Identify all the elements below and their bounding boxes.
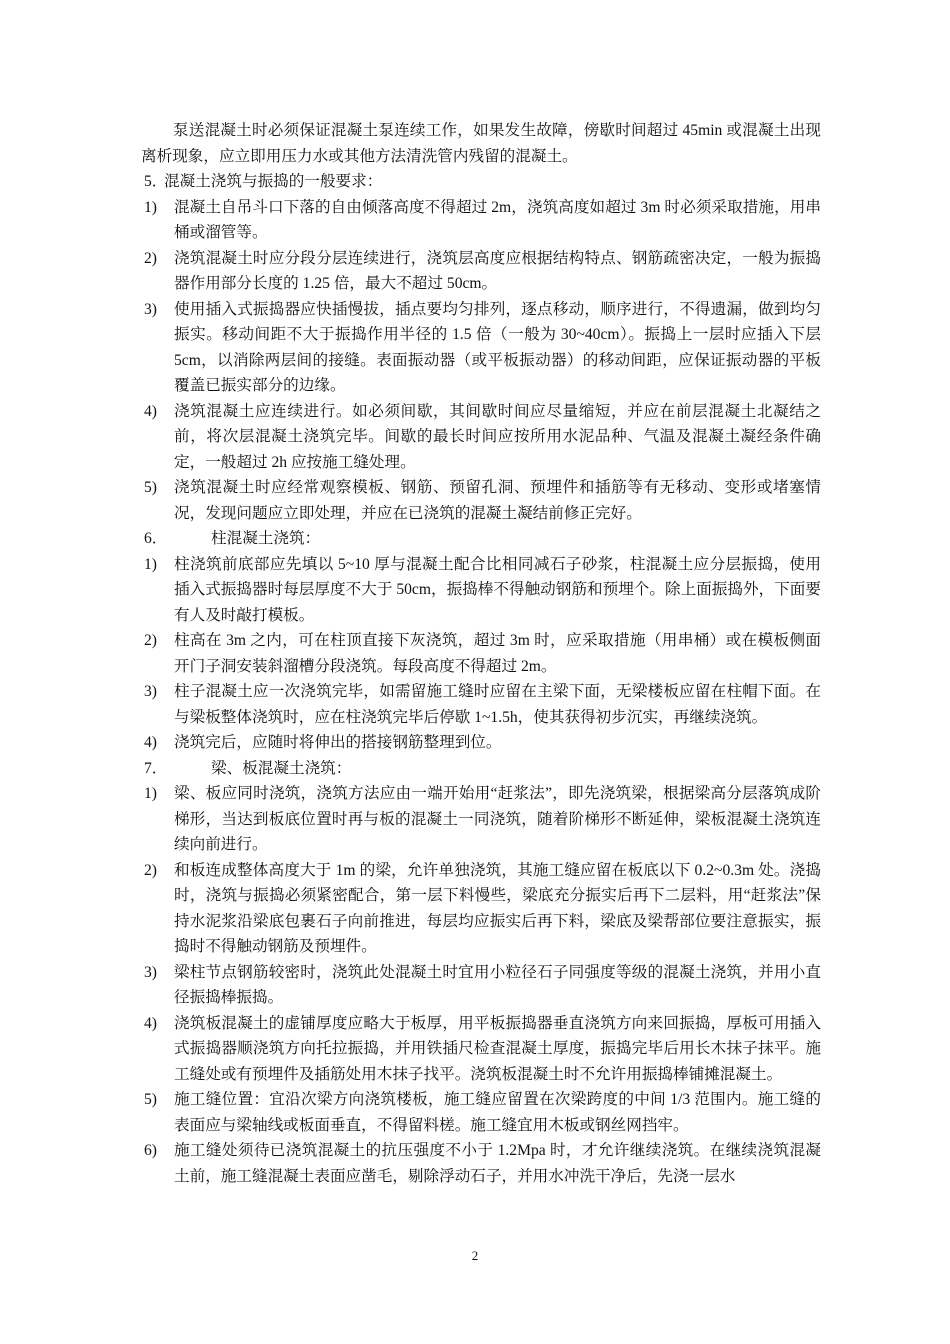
item-number: 3) bbox=[144, 683, 157, 700]
item-number: 1) bbox=[144, 785, 157, 802]
section-5-heading bbox=[141, 169, 821, 195]
section-7-item-5 bbox=[141, 1087, 821, 1138]
item-number: 2) bbox=[144, 249, 157, 267]
item-text: 浇筑混凝土时应分段分层连续进行，浇筑层高度应根据结构特点、钢筋疏密决定，一般为振捣器作用部分长度的 1.25 倍，最大不超过 50cm。 bbox=[174, 249, 821, 292]
section-7-item-3 bbox=[141, 960, 821, 1011]
item-text: 浇筑混凝土时应经常观察模板、钢筋、预留孔洞、预埋件和插筋等有无移动、变形或堵塞情况，发现问题应立即处理，并应在已浇筑的混凝土凝结前修正完好。 bbox=[174, 479, 821, 522]
item-number: 3) bbox=[144, 963, 157, 981]
document-body bbox=[141, 118, 821, 1189]
section-7-number: 7． bbox=[144, 759, 168, 777]
item-number: 4) bbox=[144, 734, 157, 751]
section-6-number: 6． bbox=[144, 530, 168, 547]
section-5-item-4 bbox=[141, 399, 821, 476]
section-5-title: 混凝土浇筑与振捣的一般要求： bbox=[164, 173, 383, 190]
item-text: 柱子混凝土应一次浇筑完毕，如需留施工缝时应留在主梁下面，无梁楼板应留在柱帽下面。在与梁板整体浇筑时，应在柱浇筑完毕后停歇 1~1.5h，使其获得初步沉实，再继续浇筑。 bbox=[174, 683, 821, 726]
section-6-title: 柱混凝土浇筑： bbox=[211, 530, 321, 547]
item-number: 5) bbox=[144, 479, 157, 496]
section-7-item-2 bbox=[141, 858, 821, 960]
intro-paragraph: 泵送混凝土时必须保证混凝土泵连续工作，如果发生故障，傍歇时间超过 45min 或混凝土出现离析现象，应立即用压力水或其他方法清洗管内残留的混凝土。 bbox=[141, 122, 821, 165]
item-text: 浇筑混凝土应连续进行。如必须间歇，其间歇时间应尽量缩短，并应在前层混凝土北凝结之前，将次层混凝土浇筑完毕。间歇的最长时间应按所用水泥品种、气温及混凝土凝经条件确定，一般超过 2h 应按施工缝处理。 bbox=[174, 402, 821, 471]
section-6-item-1 bbox=[141, 552, 821, 629]
item-number: 1) bbox=[144, 198, 157, 216]
item-text: 施工缝处须待已浇筑混凝土的抗压强度不小于 1.2Mpa 时，才允许继续浇筑。在继续浇筑混凝土前，施工缝混凝土表面应凿毛，剔除浮动石子，并用水冲洗干净后，先浇一层水 bbox=[174, 1142, 821, 1185]
section-6-item-2 bbox=[141, 628, 821, 679]
section-5-item-5 bbox=[141, 475, 821, 526]
section-6-item-3 bbox=[141, 679, 821, 730]
section-7-heading bbox=[141, 756, 821, 782]
item-text: 梁、板应同时浇筑，浇筑方法应由一端开始用“赶浆法”，即先浇筑梁，根据梁高分层落筑成阶梯形，当达到板底位置时再与板的混凝土一同浇筑，随着阶梯形不断延伸，梁板混凝土浇筑连续向前进行。 bbox=[174, 785, 821, 853]
section-7-title: 梁、板混凝土浇筑： bbox=[211, 759, 352, 777]
section-6-item-4 bbox=[141, 730, 821, 756]
section-7-item-4 bbox=[141, 1011, 821, 1088]
section-5-item-2 bbox=[141, 246, 821, 297]
item-number: 3) bbox=[144, 300, 157, 318]
section-5-item-1 bbox=[141, 195, 821, 246]
item-text: 使用插入式振捣器应快插慢拔，插点要均匀排列，逐点移动，顺序进行，不得遗漏，做到均匀振实。移动间距不大于振捣作用半径的 1.5 倍（一般为 30~40cm）。振捣上一层时应插入下层 5cm，以消除两层间的接缝。表面振动器（或平板振动器）的移动间距，应保证振动器的平板覆盖已振实部分的边缘。 bbox=[174, 300, 822, 394]
section-5-number: 5． bbox=[144, 173, 168, 190]
item-number: 5) bbox=[144, 1091, 157, 1108]
item-number: 2) bbox=[144, 632, 157, 649]
item-number: 6) bbox=[144, 1142, 157, 1159]
page-number: 2 bbox=[471, 1248, 479, 1263]
item-text: 浇筑板混凝土的虚铺厚度应略大于板厚，用平板振捣器垂直浇筑方向来回振捣，厚板可用插入式振捣器顺浇筑方向托拉振捣，并用铁插尺检查混凝土厚度，振捣完毕后用长木抹子抹平。施工缝处或有预埋件及插筋处用木抹子找平。浇筑板混凝土时不允许用振捣棒铺摊混凝土。 bbox=[174, 1014, 821, 1083]
item-number: 4) bbox=[144, 1014, 157, 1032]
item-text: 柱浇筑前底部应先填以 5~10 厚与混凝土配合比相同减石子砂浆，柱混凝土应分层振捣，使用插入式振捣器时每层厚度不大于 50cm，振捣棒不得触动钢筋和预埋个。除上面振捣外，下面要有人及时敲打模板。 bbox=[174, 555, 821, 624]
item-text: 和板连成整体高度大于 1m 的梁，允许单独浇筑，其施工缝应留在板底以下 0.2~0.3m 处。浇捣时，浇筑与振捣必须紧密配合，第一层下料慢些，梁底充分振实后再下二层料，用“赶浆法”保持水泥浆沿梁底包裹石子向前推进，每层均应振实后再下料，梁底及梁帮部位要注意振实，振捣时不得触动钢筋及预埋件。 bbox=[174, 861, 821, 955]
section-7-item-1 bbox=[141, 781, 821, 858]
item-text: 柱高在 3m 之内，可在柱顶直接下灰浇筑，超过 3m 时，应采取措施（用串桶）或在模板侧面开门子洞安装斜溜槽分段浇筑。每段高度不得超过 2m。 bbox=[174, 632, 821, 675]
item-text: 施工缝位置：宜沿次梁方向浇筑楼板，施工缝应留置在次梁跨度的中间 1/3 范围内。施工缝的表面应与梁轴线或板面垂直，不得留料槎。施工缝宜用木板或钢丝网挡牢。 bbox=[174, 1091, 821, 1134]
section-6-heading bbox=[141, 526, 821, 552]
section-5-item-3 bbox=[141, 297, 821, 399]
item-text: 梁柱节点钢筋较密时，浇筑此处混凝土时宜用小粒径石子同强度等级的混凝土浇筑，并用小直径振捣棒振捣。 bbox=[174, 963, 821, 1006]
item-text: 浇筑完后，应随时将伸出的搭接钢筋整理到位。 bbox=[174, 734, 502, 751]
item-number: 2) bbox=[144, 861, 157, 879]
item-number: 1) bbox=[144, 555, 157, 573]
section-7-item-6 bbox=[141, 1138, 821, 1189]
item-text: 混凝土自吊斗口下落的自由倾落高度不得超过 2m，浇筑高度如超过 3m 时必须采取措施，用串桶或溜管等。 bbox=[174, 198, 821, 241]
item-number: 4) bbox=[144, 402, 157, 420]
